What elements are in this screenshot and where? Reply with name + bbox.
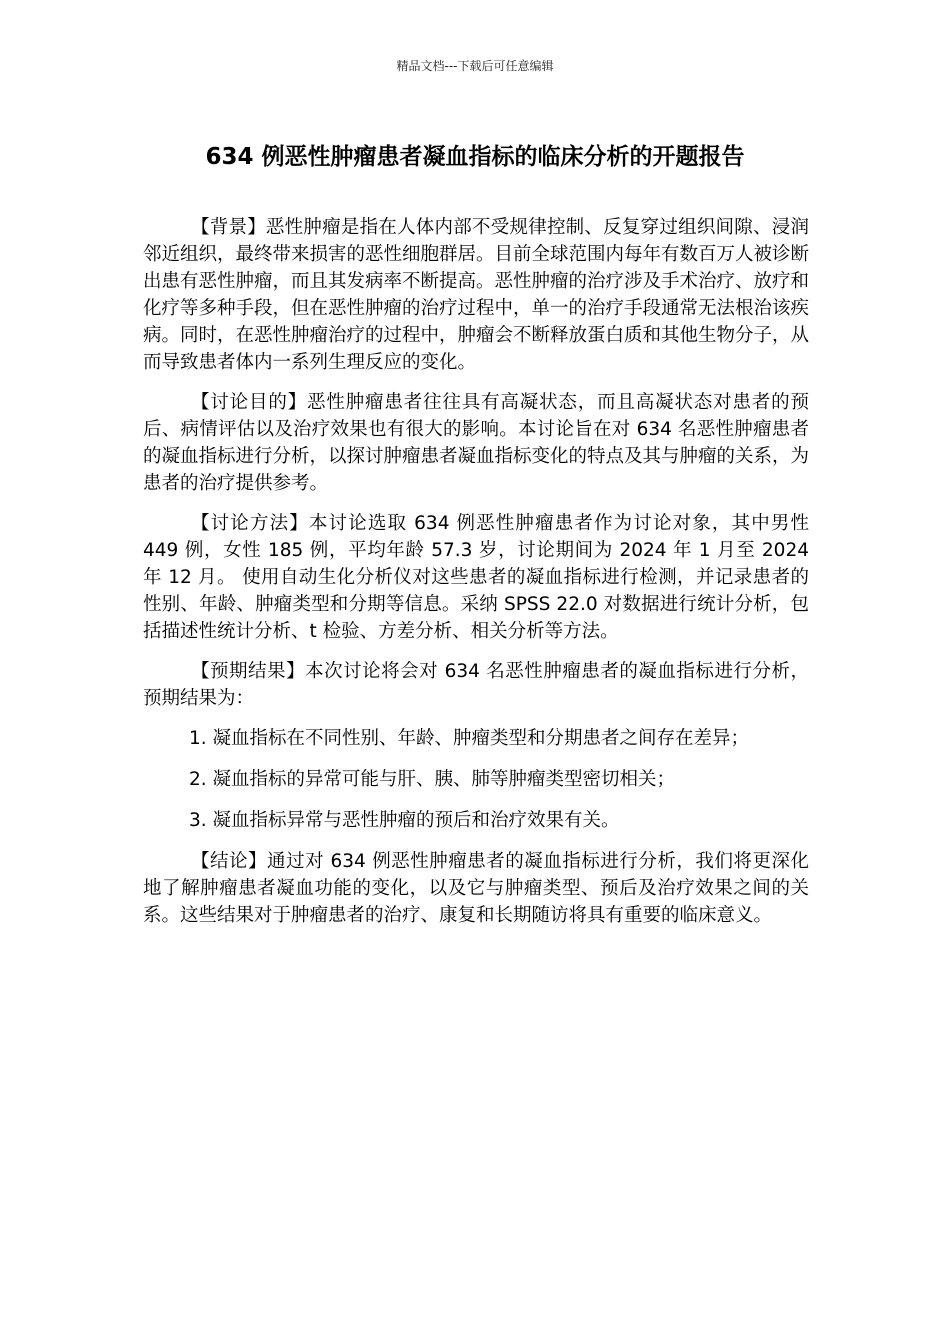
list-item: 3. 凝血指标异常与恶性肿瘤的预后和治疗效果有关。 [189,810,620,831]
list-item: 1. 凝血指标在不同性别、年龄、肿瘤类型和分期患者之间存在差异； [189,728,750,749]
expected-results-list [143,725,809,834]
list-item: 2. 凝血指标的异常可能与肝、胰、肺等肿瘤类型密切相关； [189,769,676,790]
page-header: 精品文档---下载后可任意编辑 [396,59,554,73]
background-paragraph: 【背景】恶性肿瘤是指在人体内部不受规律控制、反复穿过组织间隙、浸润邻近组织，最终带来损害的恶性细胞群居。目前全球范围内每年有数百万人被诊断出患有恶性肿瘤，而且其发病率不断提高。恶性肿瘤的治疗涉及手术治疗、放疗和化疗等多种手段，但在恶性肿瘤的治疗过程中，单一的治疗手段通常无法根治该疾病。同时，在恶性肿瘤治疗的过程中，肿瘤会不断释放蛋白质和其他生物分子，从而导致患者体内一系列生理反应的变化。 [143,217,810,373]
method-paragraph: 【讨论方法】本讨论选取 634 例恶性肿瘤患者作为讨论对象，其中男性 449 例，女性 185 例，平均年龄 57.3 岁，讨论期间为 2024 年 1 月至 2024 年 12 月。 使用自动生化分析仪对这些患者的凝血指标进行检测，并记录患者的性别、年龄、肿瘤类型和分期等信息。采纳 SPSS 22.0 对数据进行统计分析，包括描述性统计分析、t 检验、方差分析、相关分析等方法。 [143,513,809,642]
purpose-paragraph: 【讨论目的】恶性肿瘤患者往往具有高凝状态，而且高凝状态对患者的预后、病情评估以及治疗效果也有很大的影响。本讨论旨在对 634 名恶性肿瘤患者的凝血指标进行分析，以探讨肿瘤患者凝血指标变化的特点及其与肿瘤的关系，为患者的治疗提供参考。 [143,392,810,494]
conclusion-paragraph: 【结论】通过对 634 例恶性肿瘤患者的凝血指标进行分析，我们将更深化地了解肿瘤患者凝血功能的变化，以及它与肿瘤类型、预后及治疗效果之间的关系。这些结果对于肿瘤患者的治疗、康复和长期随访将具有重要的临床意义。 [143,851,809,926]
document-title: 634 例恶性肿瘤患者凝血指标的临床分析的开题报告 [205,144,745,170]
document-body [143,214,809,942]
expected-results-paragraph: 【预期结果】本次讨论将会对 634 名恶性肿瘤患者的凝血指标进行分析，预期结果为： [143,661,809,709]
